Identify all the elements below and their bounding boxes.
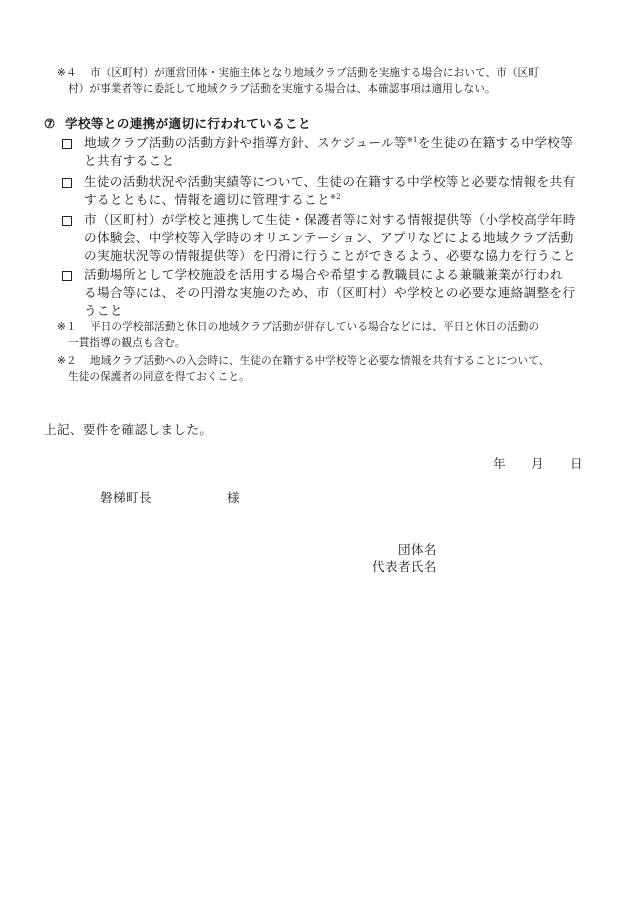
item-2-line-2 (84, 191, 341, 209)
addressee-honorific: 様 (227, 490, 240, 505)
item-1-text-a: 地域クラブ活動の活動方針や指導方針、スケジュール等 (84, 135, 407, 150)
checkbox-item-1[interactable] (62, 139, 72, 149)
note-2-line-2: 生徒の保護者の同意を得ておくこと。 (68, 371, 250, 383)
section-title: 学校等との連携が適切に行われていること (65, 116, 311, 131)
addressee-name: 磐梯町長 (100, 490, 152, 505)
item-4-line-2: る場合等には、その円滑な実施のため、市（区町村）や学校との必要な連絡調整を行 (84, 285, 576, 300)
note-1-line-1: 平日の学校部活動と休日の地域クラブ活動が併存している場合などには、平日と休日の活動の (90, 321, 540, 333)
checkbox-item-3[interactable] (62, 216, 72, 226)
item-1-line-2: と共有すること (84, 153, 175, 168)
item-3-line-1: 市（区町村）が学校と連携して生徒・保護者等に対する情報提供等（小学校高学年時 (84, 212, 576, 227)
checkbox-item-4[interactable] (62, 271, 72, 281)
item-4-line-3: うこと (84, 303, 123, 318)
confirmation-statement: 上記、要件を確認しました。 (44, 422, 213, 437)
note-4-line-2: 村）が事業者等に委託して地域クラブ活動を実施する場合は、本確認事項は適用しない。 (68, 83, 496, 95)
item-2-line-1: 生徒の活動状況や活動実績等について、生徒の在籍する中学校等と必要な情報を共有 (84, 174, 576, 189)
organization-name-label: 団体名 (398, 542, 437, 557)
footnote-ref-1: ※1 (406, 136, 418, 144)
note-4-line-1: 市（区町村）が運営団体・実施主体となり地域クラブ活動を実施する場合において、市（区町 (90, 67, 539, 79)
note-4-marker: ※４ (57, 67, 77, 79)
note-2-line-1: 地域クラブ活動への入会時に、生徒の在籍する中学校等と必要な情報を共有することについて、 (90, 355, 550, 367)
month-label: 月 (531, 456, 544, 471)
item-3-line-2: の体験会、中学校等入学時のオリエンテーション、アプリなどによる地域クラブ活動 (84, 230, 574, 245)
item-4-line-1: 活動場所として学校施設を活用する場合や希望する教職員による兼職兼業が行われ (84, 267, 563, 282)
item-3-line-3: の実施状況等の情報提供等）を円滑に行うことができるよう、必要な協力を行うこと (84, 248, 576, 263)
item-1-line-1 (84, 134, 573, 152)
note-1-line-2: 一貫指導の観点も含む。 (68, 337, 186, 349)
note-1-marker: ※１ (57, 321, 77, 333)
footnote-ref-2: ※2 (329, 193, 341, 201)
representative-name-label: 代表者氏名 (372, 559, 437, 574)
year-label: 年 (493, 456, 506, 471)
item-2-text: するとともに、情報を適切に管理すること (84, 192, 330, 207)
checkbox-item-2[interactable] (62, 178, 72, 188)
note-2-marker: ※２ (57, 355, 77, 367)
day-label: 日 (570, 456, 583, 471)
section-number: ⑦ (44, 116, 56, 131)
item-1-text-b: を生徒の在籍する中学校等 (417, 135, 574, 150)
